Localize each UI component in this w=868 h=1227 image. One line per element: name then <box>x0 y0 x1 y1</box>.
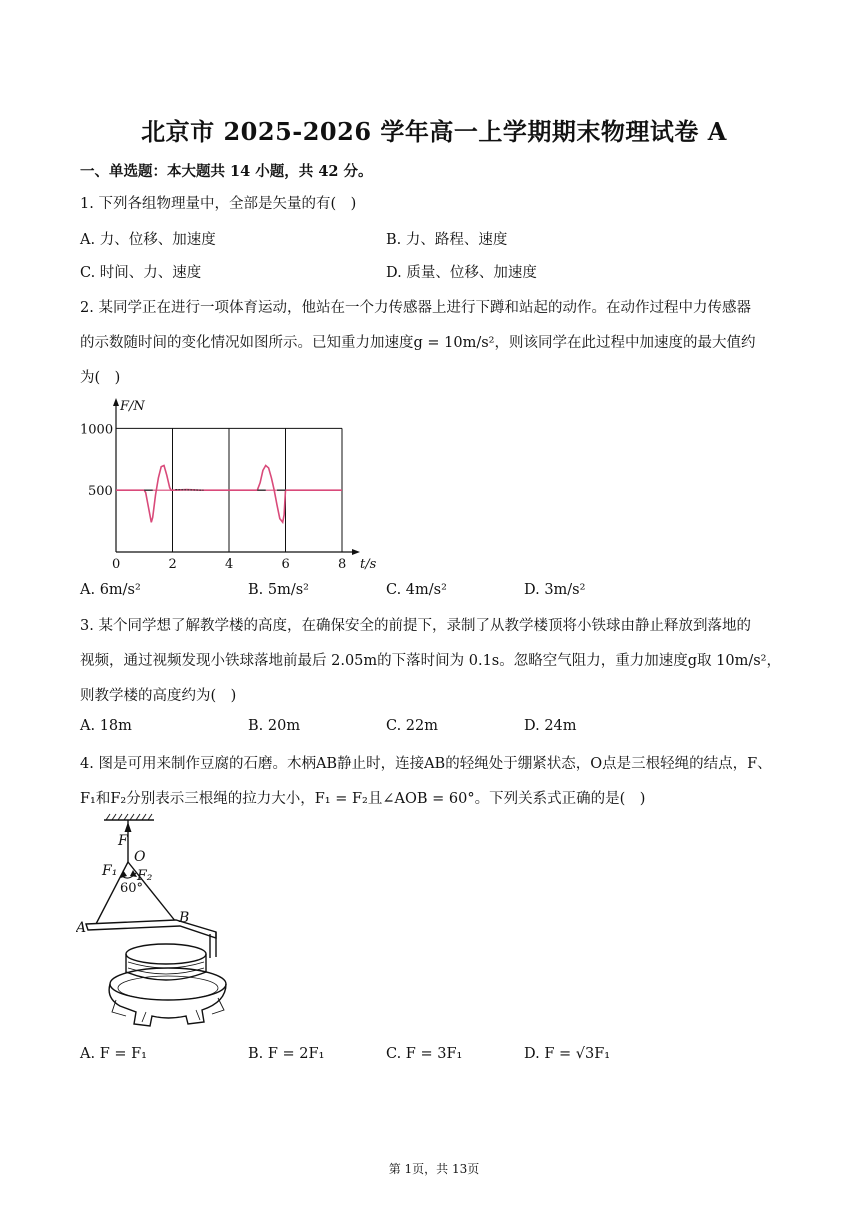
label-angle: 60° <box>120 881 144 896</box>
x-tick-label: 0 <box>112 557 121 572</box>
page-title: 北京市 2025-2026 学年高一上学期期末物理试卷 A <box>141 117 727 146</box>
label-f1: F₁ <box>102 863 118 879</box>
question-2-line-2: 的示数随时间的变化情况如图所示。已知重力加速度g = 10m/s²，则该同学在此过程中加速度的最大值约 <box>80 335 756 351</box>
question-4-line-2: F₁和F₂分别表示三根绳的拉力大小，F₁ = F₂且∠AOB = 60°。下列关系式正确的是( ) <box>80 791 646 807</box>
x-axis-arrow <box>352 549 360 555</box>
q3-option-d[interactable]: D. 24m <box>524 718 577 734</box>
question-1-stem: 1. 下列各组物理量中，全部是矢量的有( ) <box>80 196 357 212</box>
y-axis-label: F/N <box>120 399 145 414</box>
question-2-line-1: 2. 某同学正在进行一项体育运动，他站在一个力传感器上进行下蹲和站起的动作。在动作过程中力传感器 <box>80 300 751 316</box>
x-tick-label: 4 <box>225 557 234 572</box>
label-f: F <box>118 833 128 849</box>
label-a: A <box>76 920 87 936</box>
q2-option-c[interactable]: C. 4m/s² <box>386 582 447 598</box>
q3-option-a[interactable]: A. 18m <box>80 718 132 734</box>
q3-option-c[interactable]: C. 22m <box>386 718 438 734</box>
question-2-line-3: 为( ) <box>80 370 121 386</box>
question-3-line-1: 3. 某个同学想了解教学楼的高度，在确保安全的前提下，录制了从教学楼顶将小铁球由静止释放到落地的 <box>80 618 751 634</box>
y-tick-label: 1000 <box>80 422 114 438</box>
x-tick-label: 6 <box>281 557 290 572</box>
label-b: B <box>179 910 190 926</box>
question-4-line-1: 4. 图是可用来制作豆腐的石磨。木柄AB静止时，连接AB的轻绳处于绷紧状态，O点是三根轻绳的结点，F、 <box>80 756 772 772</box>
q1-option-c[interactable]: C. 时间、力、速度 <box>80 265 202 281</box>
y-tick-label: 500 <box>88 484 113 500</box>
force-arrow-f <box>125 822 132 832</box>
q2-option-a[interactable]: A. 6m/s² <box>80 582 141 598</box>
x-tick-label: 2 <box>168 557 177 572</box>
y-axis-arrow <box>113 398 119 406</box>
section-heading: 一、单选题：本大题共 14 小题，共 42 分。 <box>80 163 373 180</box>
q1-option-d[interactable]: D. 质量、位移、加速度 <box>386 265 537 281</box>
q4-option-b[interactable]: B. F = 2F₁ <box>248 1046 325 1062</box>
force-time-chart <box>80 392 390 572</box>
q3-option-b[interactable]: B. 20m <box>248 718 301 734</box>
q4-option-a[interactable]: A. F = F₁ <box>80 1046 147 1062</box>
question-3-line-2: 视频，通过视频发现小铁球落地前最后 2.05m的下落时间为 0.1s。忽略空气阻力，重力加速度g取 10m/s²， <box>80 653 781 669</box>
x-axis-label: t/s <box>360 557 377 572</box>
x-tick-label: 8 <box>338 557 347 572</box>
q4-option-c[interactable]: C. F = 3F₁ <box>386 1046 463 1062</box>
question-3-line-3: 则教学楼的高度约为( ) <box>80 688 237 704</box>
q1-option-a[interactable]: A. 力、位移、加速度 <box>80 232 216 248</box>
q2-option-d[interactable]: D. 3m/s² <box>524 582 586 598</box>
stone-mill-figure <box>76 812 246 1037</box>
q4-option-d[interactable]: D. F = √3F₁ <box>524 1046 611 1062</box>
q2-option-b[interactable]: B. 5m/s² <box>248 582 309 598</box>
page-footer: 第 1页，共 13页 <box>388 1162 480 1176</box>
q1-option-b[interactable]: B. 力、路程、速度 <box>386 232 508 248</box>
label-o: O <box>134 849 146 865</box>
label-f2: F₂ <box>137 868 153 884</box>
